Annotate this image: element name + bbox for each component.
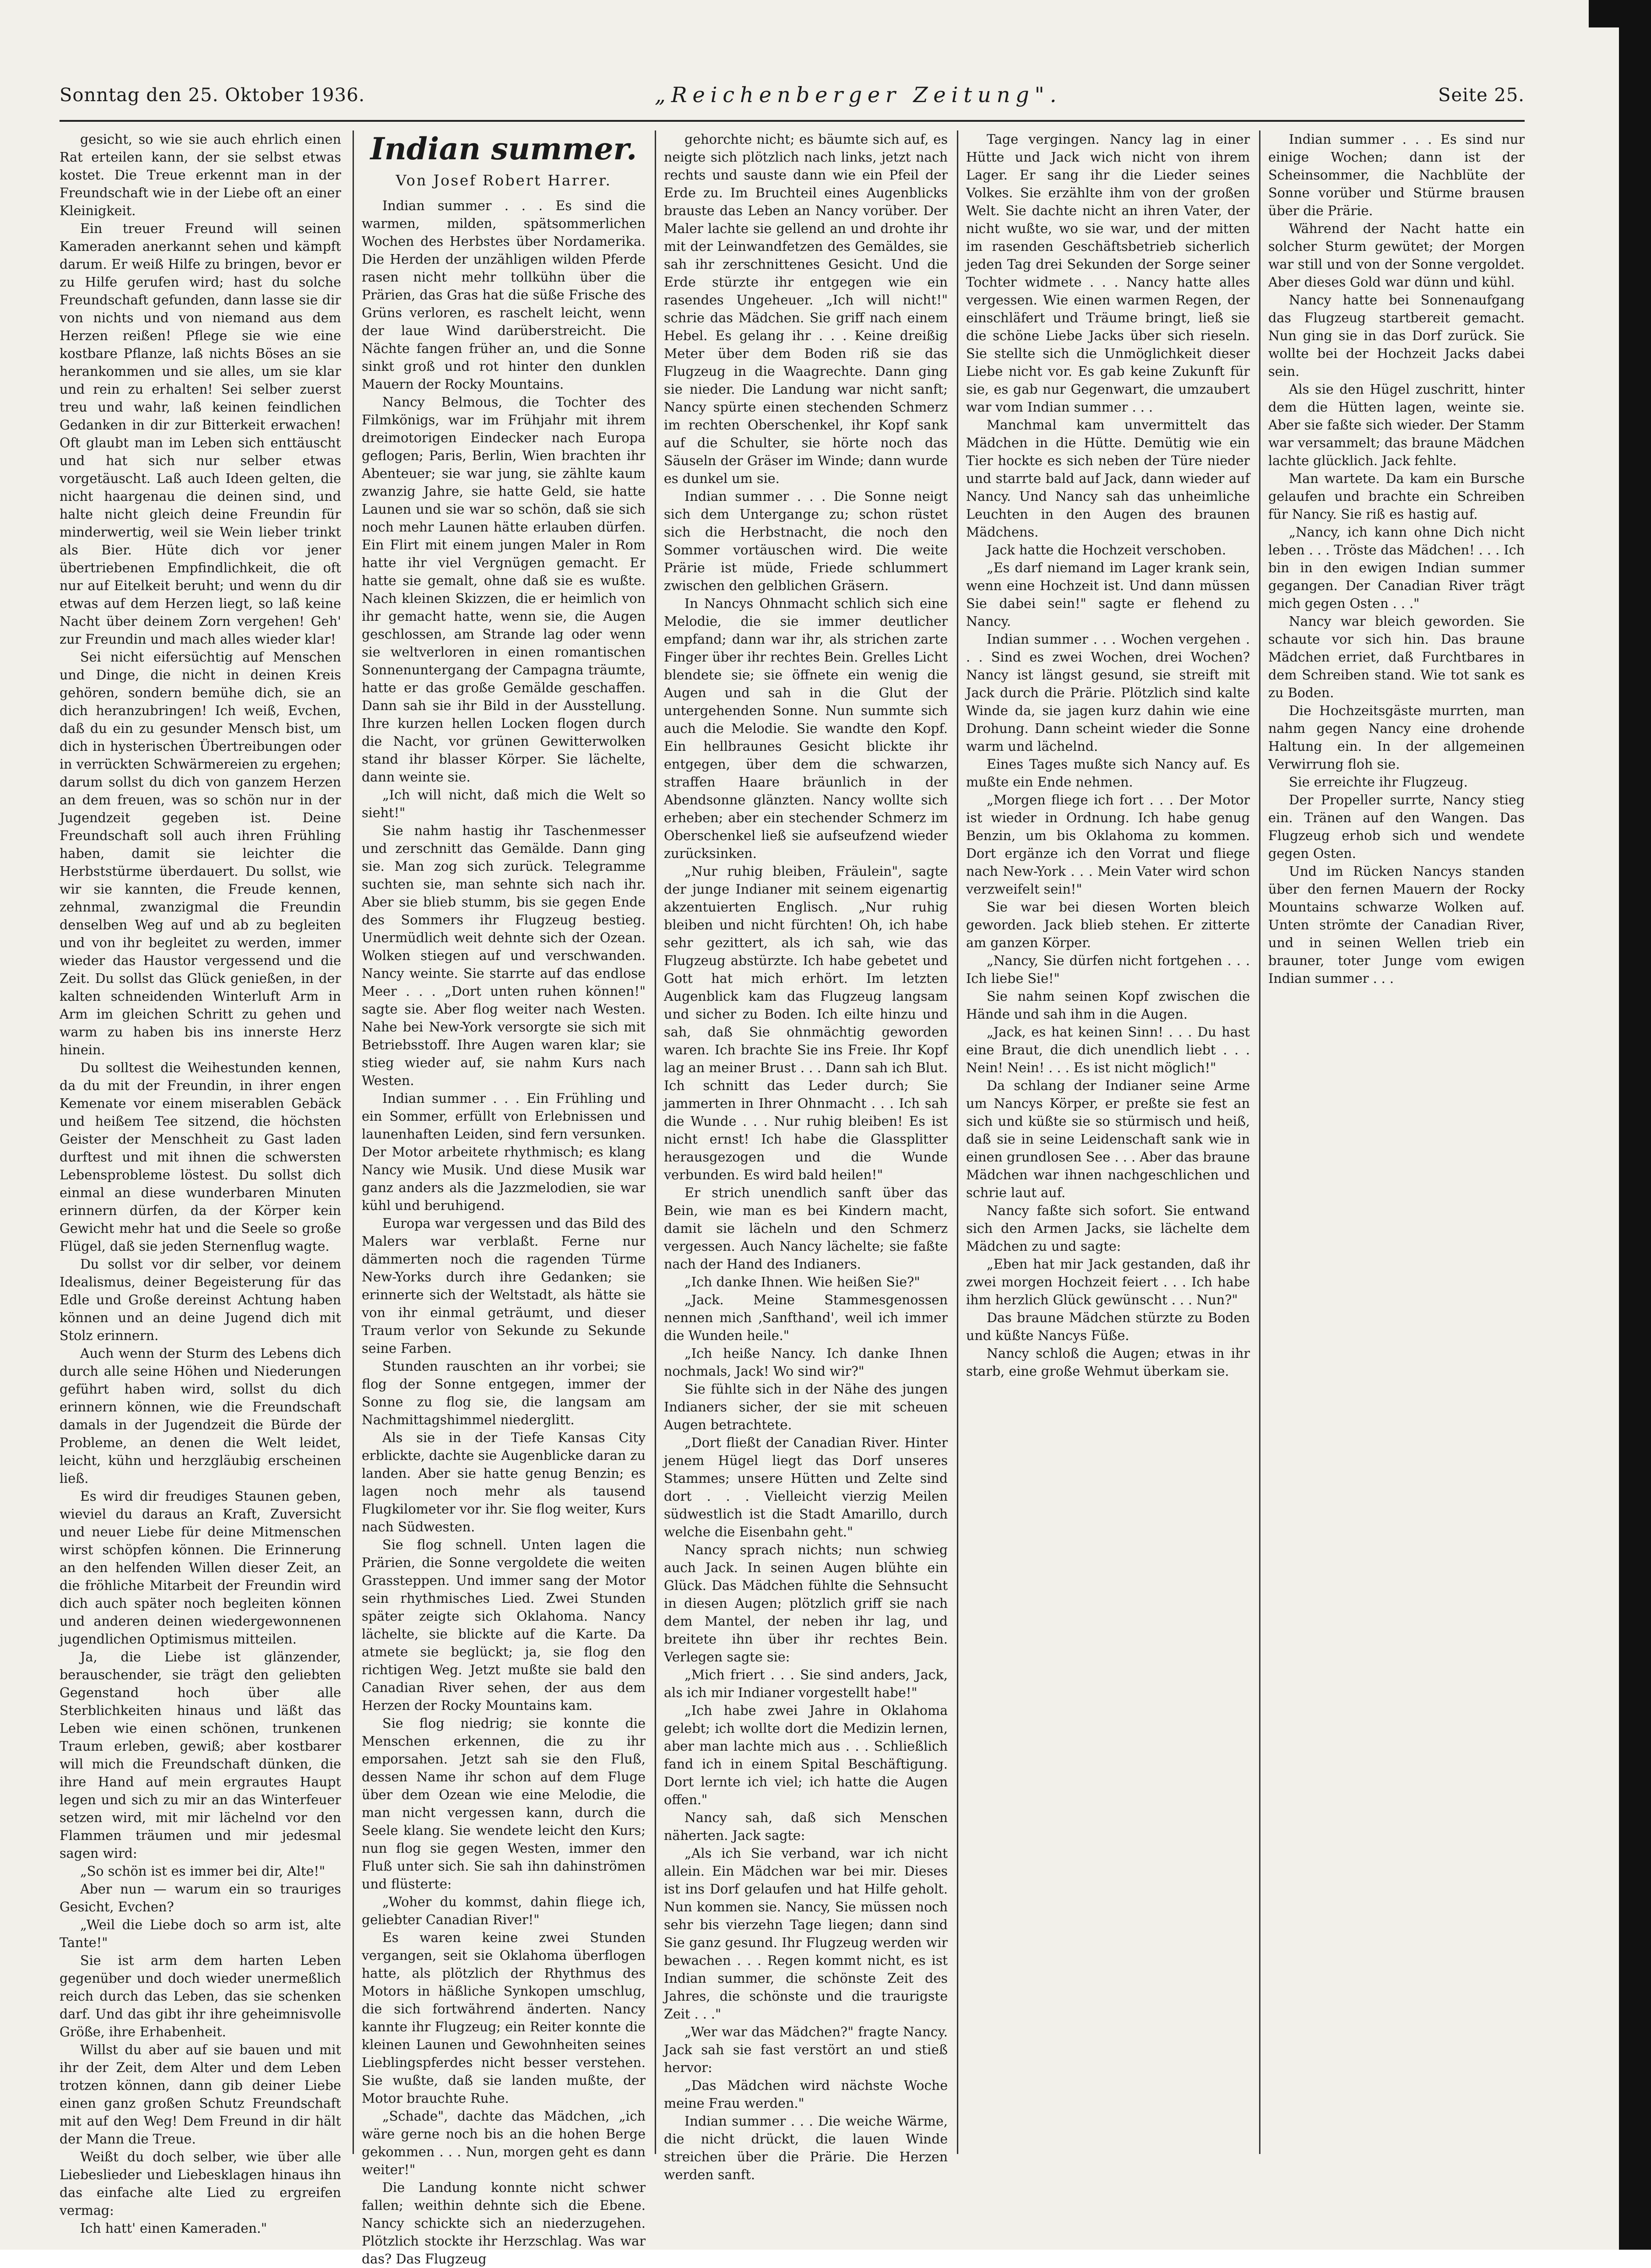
header-rule — [60, 120, 1525, 122]
paragraph: Sie ist arm dem harten Leben gegenüber und doch wieder unermeßlich reich durch das Leben, das sie schenken darf. Und das gibt ihr ihre geheimnisvolle Größe, ihre Erhabenheit. — [60, 1953, 341, 2040]
paragraph: Es wird dir freudiges Staunen geben, wieviel du daraus an Kraft, Zuversicht und neuer Liebe für deine Mitmenschen wirst schöpfen können. Die Erinnerung an den helfenden Willen dieser Zeit, an die fröhliche Mitarbeit der Freundin wird dich auch später noch begleiten können und anderen deinen wiedergewonnenen jugendlichen Optimismus mitteilen. — [60, 1488, 341, 1647]
paragraph: Die Landung konnte nicht schwer fallen; weithin dehnte sich die Ebene. Nancy schickte sich an niederzugehen. Plötzlich stockte ihr Herzschlag. Was war das? Das Flugzeug — [362, 2180, 646, 2267]
paragraph: Nancy war bleich geworden. Sie schaute vor sich hin. Das braune Mädchen erriet, daß Furchtbares in dem Schreiben stand. Wie tot sank es zu Boden. — [1268, 613, 1525, 700]
header-page-number: Seite 25. — [1438, 85, 1525, 106]
paragraph: „Nancy, ich kann ohne Dich nicht leben . . . Tröste das Mädchen! . . . Ich bin in den ewigen Indian summer gegangen. Der Canadian River trägt mich gegen Osten . . ." — [1268, 524, 1525, 611]
paragraph: Während der Nacht hatte ein solcher Sturm gewütet; der Morgen war still und von der Sonne vergoldet. Aber dieses Gold war dünn und kühl. — [1268, 221, 1525, 290]
paragraph: „Ich danke Ihnen. Wie heißen Sie?" — [684, 1274, 920, 1290]
paragraph: Sie war bei diesen Worten bleich geworden. Jack blieb stehen. Er zitterte am ganzen Körper. — [966, 899, 1250, 950]
paragraph: Indian summer . . . Die weiche Wärme, die nicht drückt, die lauen Winde streichen über die Prärie. Die Herzen werden sanft. — [664, 2113, 948, 2182]
paragraph: „Es darf niemand im Lager krank sein, wenn eine Hochzeit ist. Und dann müssen Sie dabei sein!" sagte er flehend zu Nancy. — [966, 560, 1250, 629]
column-divider — [1259, 130, 1260, 2154]
paragraph: Nancy sprach nichts; nun schwieg auch Jack. In seinen Augen blühte ein Glück. Das Mädchen fühlte die Sehnsucht in diesen Augen; plötzlich griff sie nach dem Mantel, der neben ihr lag, und breitete ihn über ihr rechtes Bein. Verlegen sagte sie: — [664, 1542, 948, 1665]
paragraph: Nancy hatte bei Sonnenaufgang das Flugzeug startbereit gemacht. Nun ging sie in das Dorf zurück. Sie wollte bei der Hochzeit Jacks dabei sein. — [1268, 292, 1525, 379]
paragraph: Aber nun — warum ein so trauriges Gesicht, Evchen? — [60, 1881, 341, 1915]
paragraph: Indian summer . . . Ein Frühling und ein Sommer, erfüllt von Erlebnissen und launenhaften Leiden, sind fern versunken. Der Motor arbeitete rhythmisch; es klang Nancy wie Musik. Und diese Musik war ganz anders als die Jazzmelodien, sie war kühl und beruhigend. — [362, 1091, 646, 1213]
paragraph: Nancy faßte sich sofort. Sie entwand sich den Armen Jacks, sie lächelte dem Mädchen zu und sagte: — [966, 1203, 1250, 1254]
scan-corner — [1589, 0, 1651, 27]
paragraph: Die Hochzeitsgäste murrten, man nahm gegen Nancy eine drohende Haltung ein. In der allgemeinen Verwirrung floh sie. — [1268, 703, 1525, 772]
paragraph: Ich hatt' einen Kameraden." — [80, 2220, 267, 2236]
paragraph: „So schön ist es immer bei dir, Alte!" — [80, 1863, 326, 1879]
paragraph: Jack hatte die Hochzeit verschoben. — [987, 542, 1226, 558]
paragraph: Sie flog niedrig; sie konnte die Menschen erkennen, die zu ihr emporsahen. Jetzt sah sie den Fluß, dessen Name ihr schon auf dem Fluge über dem Ozean wie eine Melodie, die man nicht vergessen kann, durch die Seele klang. Sie wendete leicht den Kurs; nun flog sie gegen Westen, immer den Fluß unter sich. Sie sah ihn dahinströmen und flüsterte: — [362, 1715, 646, 1892]
paragraph: Eines Tages mußte sich Nancy auf. Es mußte ein Ende nehmen. — [966, 756, 1250, 790]
paragraph: Nancy sah, daß sich Menschen näherten. Jack sagte: — [664, 1810, 948, 1843]
column-4 — [966, 130, 1250, 2154]
paragraph: Manchmal kam unvermittelt das Mädchen in die Hütte. Demütig wie ein Tier hockte es sich neben der Türe nieder und starrte bald auf Jack, dann wieder auf Nancy. Und Nancy sah das unheimliche Leuchten in den Augen des braunen Mädchens. — [966, 417, 1250, 540]
paragraph: „Dort fließt der Canadian River. Hinter jenem Hügel liegt das Dorf unseres Stammes; unsere Hütten und Zelte sind dort . . . Vielleicht vierzig Meilen südwestlich ist die Stadt Amarillo, durch welche die Eisenbahn geht." — [664, 1435, 948, 1540]
paragraph: Da schlang der Indianer seine Arme um Nancys Körper, er preßte sie fest an sich und küßte sie so stürmisch und heiß, daß sie in seine Leidenschaft sank wie in einen grundlosen See . . . Aber das braune Mädchen war ihnen nachgeschlichen und schrie laut auf. — [966, 1078, 1250, 1200]
paragraph: „Nur ruhig bleiben, Fräulein", sagte der junge Indianer mit seinem eigenartig akzentuierten Englisch. „Nur ruhig bleiben und nicht fürchten! Oh, ich habe sehr gezittert, als ich sah, wie das Flugzeug abstürzte. Ich habe gebetet und Gott hat mich erhört. Im letzten Augenblick kam das Flugzeug langsam und sicher zu Boden. Ich eilte hinzu und sah, daß Sie ohnmächtig geworden waren. Ich brachte Sie ins Freie. Ihr Kopf lag an meiner Brust . . . Dann sah ich Blut. Ich schnitt das Leder durch; Sie jammerten in Ihrer Ohnmacht . . . Ich sah die Wunde . . . Nur ruhig bleiben! Es ist nicht ernst! Ich habe die Glassplitter herausgezogen und die Wunde verbunden. Es wird bald heilen!" — [664, 863, 948, 1183]
paragraph: „Mich friert . . . Sie sind anders, Jack, als ich mir Indianer vorgestellt habe!" — [664, 1667, 948, 1700]
paragraph: „Jack. Meine Stammesgenossen nennen mich ‚Sanfthand', weil ich immer die Wunden heile." — [664, 1292, 948, 1343]
column-divider — [353, 130, 354, 2154]
paragraph: Indian summer . . . Wochen vergehen . . . Sind es zwei Wochen, drei Wochen? Nancy ist längst gesund, sie streift mit Jack durch die Prärie. Plötzlich sind kalte Winde da, sie jagen kurz dahin wie eine Drohung. Dann scheint wieder die Sonne warm und lächelnd. — [966, 631, 1250, 754]
paragraph: Das braune Mädchen stürzte zu Boden und küßte Nancys Füße. — [966, 1310, 1250, 1343]
paragraph: Ein treuer Freund will seinen Kameraden anerkannt sehen und kämpft darum. Er weiß Hilfe zu bringen, bevor er zu Hilfe gerufen wird; hast du solche Freundschaft gefunden, dann lasse sie dir von nichts und von niemand aus dem Herzen reißen! Pflege sie wie eine kostbare Pflanze, laß nichts Böses an sie herankommen und sie alles, um sie klar und rein zu erhalten! Sei selber zuerst treu und wahr, laß keinen feindlichen Gedanken in dir zur Bitterkeit erwachen! Oft glaubt man im Leben sich enttäuscht und hat sich nur selber etwas vorgetäuscht. Laß auch Ideen gelten, die nicht haargenau die deinen sind, und halte nicht gleich deine Freundin für minderwertig, weil sie Wein lieber trinkt als Bier. Hüte dich vor jener übertriebenen Empfindlichkeit, die oft nur auf Eitelkeit beruht; und wenn du dir etwas auf dem Herzen liegt, so laß keine Nacht über deinem Zorn vergehen! Geh' zur Freundin und mach alles wieder klar! — [60, 221, 341, 647]
paragraph: Sie erreichte ihr Flugzeug. — [1289, 774, 1468, 790]
paragraph: Nancy Belmous, die Tochter des Filmkönigs, war im Frühjahr mit ihrem dreimotorigen Eindecker nach Europa geflogen; Paris, Berlin, Wien brachten ihr Abenteuer; sie war jung, sie zählte kaum zwanzig Jahre, sie hatte Geld, sie hatte Launen und sie war so schön, daß sie sich noch mehr Launen hätte erlauben dürfen. Ein Flirt mit einem jungen Maler in Rom hatte ihr viel Vergnügen gemacht. Er hatte sie gemalt, ohne daß sie es wußte. Nach kleinen Skizzen, die er heimlich von ihr gemacht hatte, wenn sie, die Augen geschlossen, am Strande lag oder wenn sie weltverloren in einen romantischen Sonnenuntergang der Campagna träumte, hatte er das große Gemälde geschaffen. Dann sah sie ihr Bild in der Ausstellung. Ihre kurzen hellen Locken flogen durch die Nacht, vor grünen Gewitterwolken stand ihr blasser Körper. Sie lächelte, dann weinte sie. — [362, 394, 646, 785]
article-title: Indian summer. — [370, 131, 637, 167]
paragraph: „Jack, es hat keinen Sinn! . . . Du hast eine Braut, die dich unendlich liebt . . . Nein! Nein! . . . Es ist nicht möglich!" — [966, 1024, 1250, 1075]
scan-edge — [1619, 0, 1651, 2250]
paragraph: Als sie den Hügel zuschritt, hinter dem die Hütten lagen, weinte sie. Aber sie faßte sich wieder. Der Stamm war versammelt; das braune Mädchen lachte glücklich. Jack fehlte. — [1268, 381, 1525, 468]
paragraph: gehorchte nicht; es bäumte sich auf, es neigte sich plötzlich nach links, jetzt nach rechts und sauste dann wie ein Pfeil der Erde zu. Im Bruchteil eines Augenblicks brauste das Leben an Nancy vorüber. Der Maler lachte sie gellend an und drohte ihr mit der Leinwandfetzen des Gemäldes, sie sah ihr zerschnittenes Gesicht. Und die Erde stürzte ihr entgegen wie ein rasendes Ungeheuer. „Ich will nicht!" schrie das Mädchen. Sie griff nach einem Hebel. Es gelang ihr . . . Keine dreißig Meter über dem Boden riß sie das Flugzeug in die Waagrechte. Dann ging sie nieder. Die Landung war nicht sanft; Nancy spürte einen stechenden Schmerz im rechten Oberschenkel, ihr Kopf sank auf die Schulter, sie hörte noch das Säuseln der Gräser im Winde; dann wurde es dunkel um sie. — [664, 131, 948, 486]
paragraph: Sie flog schnell. Unten lagen die Prärien, die Sonne vergoldete die weiten Grassteppen. Und immer sang der Motor sein rhythmisches Lied. Zwei Stunden später zeigte sich Oklahoma. Nancy lächelte, sie blickte auf die Karte. Da atmete sie beglückt; ja, sie flog den richtigen Weg. Jetzt mußte sie bald den Canadian River sehen, der aus dem Herzen der Rocky Mountains kam. — [362, 1537, 646, 1713]
paragraph: Indian summer . . . Es sind die warmen, milden, spätsommerlichen Wochen des Herbstes über Nordamerika. Die Herden der unzähligen wilden Pferde rasen nicht mehr tollkühn über die Prärien, das Gras hat die süße Frische des Grüns verloren, es raschelt leicht, wenn der laue Wind darüberstreicht. Die Nächte fangen früher an, und die Sonne sinkt groß und rot hinter den dunklen Mauern der Rocky Mountains. — [362, 198, 646, 392]
column-5 — [1268, 130, 1525, 2154]
column-divider — [655, 130, 656, 2154]
paragraph: Willst du aber auf sie bauen und mit ihr der Zeit, dem Alter und dem Leben trotzen können, dann gib deiner Liebe einen ganz großen Schutz Freundschaft mit auf den Weg! Dem Freund in dir hält der Mann die Treue. — [60, 2042, 341, 2147]
paragraph: Sie nahm hastig ihr Taschenmesser und zerschnitt das Gemälde. Dann ging sie. Man zog sich zurück. Telegramme suchten sie, man sehnte sich nach ihr. Aber sie blieb stumm, bis sie gegen Ende des Sommers ihr Flugzeug bestieg. Unermüdlich weit dehnte sich der Ozean. Wolken stiegen auf und verschwanden. Nancy weinte. Sie starrte auf das endlose Meer . . . „Dort unten ruhen können!" sagte sie. Aber flog weiter nach Westen. Nahe bei New-York versorgte sie sich mit Betriebsstoff. Ihre Augen waren klar; sie stieg wieder auf, sie nahm Kurs nach Westen. — [362, 823, 646, 1088]
column-2 — [362, 130, 646, 2267]
paragraph: Sei nicht eifersüchtig auf Menschen und Dinge, die nicht in deinen Kreis gehören, sondern bemühe dich, sie an dich heranzubringen! Ich weiß, Evchen, daß du ein zu gesunder Mensch bist, um dich in hysterischen Übertreibungen oder in verrückten Schwärmereien zu ergehen; darum sollst du dich von ganzem Herzen an dem freuen, was so schön nur in der Jugendzeit gegeben ist. Deine Freundschaft soll auch ihren Frühling haben, damit sie leichter die Herbststürme überdauert. Du sollst, wie wir sie kannten, die Freude kennen, zehnmal, zwanzigmal die Freundin denselben Weg auf und ab zu begleiten und von ihr begleitet zu werden, immer wieder das Haustor vergessend und die Zeit. Du sollst das Glück genießen, in der kalten schneidenden Winterluft Arm in Arm im gleichen Schritt zu gehen und warm zu haben bis ins innerste Herz hinein. — [60, 649, 341, 1058]
paragraph: In Nancys Ohnmacht schlich sich eine Melodie, die sie immer deutlicher empfand; dann war ihr, als strichen zarte Finger über ihr rechtes Bein. Grelles Licht blendete sie; sie öffnete ein wenig die Augen und sah in die Glut der untergehenden Sonne. Nun summte sich auch die Melodie. Sie wandte den Kopf. Ein hellbraunes Gesicht blickte ihr entgegen, über dem die schwarzen, straffen Haare bräunlich in der Abendsonne glänzten. Nancy wollte sich erheben; aber ein stechender Schmerz im Oberschenkel ließ sie aufseufzend wieder zurücksinken. — [664, 596, 948, 861]
paragraph: Du solltest die Weihestunden kennen, da du mit der Freundin, in ihrer engen Kemenate vor einem miserablen Gebäck und heißem Tee sitzend, die höchsten Geister der Menschheit zu Gast laden durftest und mit ihnen die schwersten Lebensprobleme löstest. Du sollst dich einmal an diese wunderbaren Minuten erinnern dürfen, da der Körper kein Gewicht mehr hat und die Seele so große Flügel, daß sie jeden Sternenflug wagte. — [60, 1060, 341, 1254]
paragraph: „Weil die Liebe doch so arm ist, alte Tante!" — [60, 1917, 341, 1950]
paragraph: Der Propeller surrte, Nancy stieg ein. Tränen auf den Wangen. Das Flugzeug erhob sich und wendete gegen Osten. — [1268, 792, 1525, 861]
paragraph: „Ich habe zwei Jahre in Oklahoma gelebt; ich wollte dort die Medizin lernen, aber man lachte mich aus . . . Schließlich fand ich in einem Spital Beschäftigung. Dort lernte ich viel; ich hatte die Augen offen." — [664, 1703, 948, 1807]
paragraph: Stunden rauschten an ihr vorbei; sie flog der Sonne entgegen, immer der Sonne zu flog sie, die langsam am Nachmittagshimmel niederglitt. — [362, 1358, 646, 1427]
paragraph: „Woher du kommst, dahin fliege ich, geliebter Canadian River!" — [362, 1894, 646, 1927]
article-byline: Von Josef Robert Harrer. — [396, 172, 612, 189]
paragraph: „Nancy, Sie dürfen nicht fortgehen . . . Ich liebe Sie!" — [966, 953, 1250, 986]
paragraph: Sie fühlte sich in der Nähe des jungen Indianers sicher, der sie mit scheuen Augen betrachtete. — [664, 1381, 948, 1432]
paragraph: Indian summer . . . Es sind nur einige Wochen; dann ist der Scheinsommer, die Nachblüte der Sonne vorüber und Stürme brausen über die Prärie. — [1268, 131, 1525, 218]
column-3 — [664, 130, 948, 2182]
paragraph: Sie nahm seinen Kopf zwischen die Hände und sah ihm in die Augen. — [966, 988, 1250, 1022]
paragraph: Es waren keine zwei Stunden vergangen, seit sie Oklahoma überflogen hatte, als plötzlich der Rhythmus des Motors in häßliche Synkopen umschlug, die sich fortwährend änderten. Nancy kannte ihr Flugzeug; ein Reiter konnte die kleinen Launen und Gewohnheiten seines Lieblingspferdes nicht besser verstehen. Sie wußte, daß sie landen mußte, der Motor brauchte Ruhe. — [362, 1930, 646, 2106]
paragraph: Ja, die Liebe ist glänzender, berauschender, sie trägt den geliebten Gegenstand hoch über alle Sterblichkeiten hinaus und läßt das Leben wie einen schönen, trunkenen Traum erleben, gewiß; aber kostbarer will mich die Freundschaft dünken, die ihre Hand auf mein ergrautes Haupt legen und sich zu mir an das Winterfeuer setzen wird, mit mir lächelnd vor den Flammen träumen und mir jedesmal sagen wird: — [60, 1649, 341, 1861]
paragraph: Europa war vergessen und das Bild des Malers war verblaßt. Ferne nur dämmerten noch die ragenden Türme New-Yorks durch ihre Gedanken; sie erinnerte sich der Weltstadt, als hätte sie von ihr einmal geträumt, und dieser Traum verlor von Sekunde zu Sekunde seine Farben. — [362, 1215, 646, 1356]
column-1 — [60, 130, 341, 2236]
paragraph: Du sollst vor dir selber, vor deinem Idealismus, deiner Begeisterung für das Edle und Große dereinst Achtung haben können und an deine Jugend dich mit Stolz erinnern. — [60, 1256, 341, 1343]
header-masthead: „Reichenberger Zeitung". — [655, 82, 1062, 107]
paragraph: gesicht, so wie sie auch ehrlich einen Rat erteilen kann, der sie selbst etwas kostet. Die Treue erkennt man in der Freundschaft wie in der Liebe oft an einer Kleinigkeit. — [60, 131, 341, 218]
paragraph: „Schade", dachte das Mädchen, „ich wäre gerne noch bis an die hohen Berge gekommen . . . Nun, morgen geht es dann weiter!" — [362, 2108, 646, 2177]
paragraph: Als sie in der Tiefe Kansas City erblickte, dachte sie Augenblicke daran zu landen. Aber sie hatte genug Benzin; es lagen noch mehr als tausend Flugkilometer vor ihr. Sie flog weiter, Kurs nach Südwesten. — [362, 1430, 646, 1535]
paragraph: Man wartete. Da kam ein Bursche gelaufen und brachte ein Schreiben für Nancy. Sie riß es hastig auf. — [1268, 471, 1525, 522]
paragraph: „Ich heiße Nancy. Ich danke Ihnen nochmals, Jack! Wo sind wir?" — [664, 1346, 948, 1379]
paragraph: „Ich will nicht, daß mich die Welt so sieht!" — [362, 787, 646, 820]
paragraph: Er strich unendlich sanft über das Bein, wie man es bei Kindern macht, damit sie lächeln und den Schmerz vergessen. Auch Nancy lächelte; sie faßte nach der Hand des Indianers. — [664, 1185, 948, 1272]
page-header — [60, 82, 1525, 117]
paragraph: „Morgen fliege ich fort . . . Der Motor ist wieder in Ordnung. Ich habe genug Benzin, um bis Oklahoma zu kommen. Dort ergänze ich den Vorrat und fliege nach New-York . . . Mein Vater wird schon verzweifelt sein!" — [966, 792, 1250, 897]
column-divider — [957, 130, 958, 2154]
paragraph: Auch wenn der Sturm des Lebens dich durch alle seine Höhen und Niederungen geführt haben wird, sollst du dich erinnern können, wie die Freundschaft damals in der Jugendzeit die Bürde der Probleme, an denen die Welt leidet, leicht, kühn und herzgläubig erscheinen ließ. — [60, 1346, 341, 1486]
paragraph: Tage vergingen. Nancy lag in einer Hütte und Jack wich nicht von ihrem Lager. Er sang ihr die Lieder seines Volkes. Sie erzählte ihm von der großen Welt. Sie dachte nicht an ihren Vater, der nicht wußte, wo sie war, und der mitten im rasenden Geschäftsbetrieb sicherlich jeden Tag drei Sekunden der Sorge seiner Tochter widmete . . . Nancy hatte alles vergessen. Wie einen warmen Regen, der einschläfert und Träume bringt, ließ sie die schöne Liebe Jacks über sich rieseln. Sie stellte sich die Unmöglichkeit dieser Liebe nicht vor. Es gab keine Zukunft für sie, es gab nur Gegenwart, die umzaubert war vom Indian summer . . . — [966, 131, 1250, 415]
paragraph: „Als ich Sie verband, war ich nicht allein. Ein Mädchen war bei mir. Dieses ist ins Dorf gelaufen und hat Hilfe geholt. Nun kommen sie. Nancy, Sie müssen noch sehr bis vierzehn Tage liegen; dann sind Sie ganz gesund. Ihr Flugzeug werden wir bewachen . . . Regen kommt nicht, es ist Indian summer, die schönste Zeit des Jahres, die schönste und die traurigste Zeit . . ." — [664, 1845, 948, 2022]
paragraph: „Eben hat mir Jack gestanden, daß ihr zwei morgen Hochzeit feiert . . . Ich habe ihm herzlich Glück gewünscht . . . Nun?" — [966, 1256, 1250, 1308]
header-date: Sonntag den 25. Oktober 1936. — [60, 85, 365, 106]
paragraph: Indian summer . . . Die Sonne neigt sich dem Untergange zu; schon rüstet sich die Herbstnacht, die noch den Sommer vortäuschen wird. Die weite Prärie ist müde, Friede schlummert zwischen den gelblichen Gräsern. — [664, 488, 948, 593]
paragraph: Nancy schloß die Augen; etwas in ihr starb, eine große Wehmut überkam sie. — [966, 1346, 1250, 1379]
paragraph: Weißt du doch selber, wie über alle Liebeslieder und Liebesklagen hinaus ihn das einfache alte Lied zu ergreifen vermag: — [60, 2149, 341, 2218]
paragraph: „Das Mädchen wird nächste Woche meine Frau werden." — [664, 2078, 948, 2111]
paragraph: Und im Rücken Nancys standen über den fernen Mauern der Rocky Mountains schwarze Wolken auf. Unten strömte der Canadian River, und in seinen Wellen trieb ein brauner, toter Junge vom ewigen Indian summer . . . — [1268, 863, 1525, 986]
paragraph: „Wer war das Mädchen?" fragte Nancy. Jack sah sie fast verstört an und stieß hervor: — [664, 2024, 948, 2075]
